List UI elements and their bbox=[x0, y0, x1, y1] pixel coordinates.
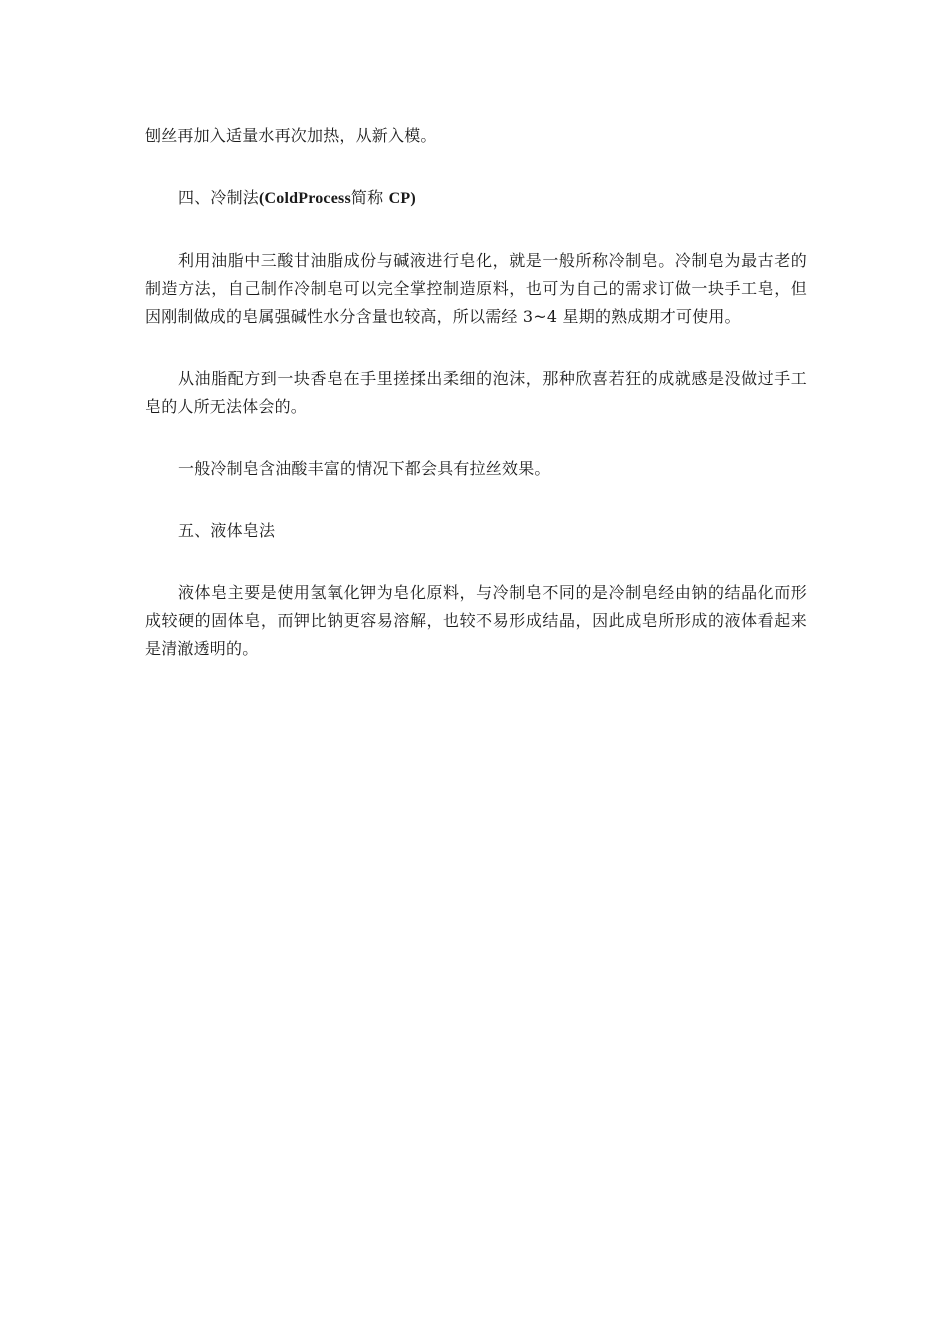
heading-cold-process-abbr-word: 简称 bbox=[350, 188, 384, 207]
paragraph-liquid-soap-description: 液体皂主要是使用氢氧化钾为皂化原料，与冷制皂不同的是冷制皂经由钠的结晶化而形成较硬的固体皂，而钾比钠更容易溶解，也较不易形成结晶，因此成皂所形成的液体看起来是清澈透明的。 bbox=[145, 583, 807, 658]
heading-cold-process-abbr: CP) bbox=[388, 190, 416, 207]
paragraph-continuation: 刨丝再加入适量水再次加热，从新入模。 bbox=[145, 126, 437, 145]
paragraph-cold-process-stringing: 一般冷制皂含油酸丰富的情况下都会具有拉丝效果。 bbox=[178, 459, 551, 478]
section-heading-liquid-soap: 五、液体皂法 bbox=[178, 521, 276, 540]
paragraph-cold-process-description: 利用油脂中三酸甘油脂成份与碱液进行皂化，就是一般所称冷制皂。冷制皂为最古老的制造方法，自己制作冷制皂可以完全掌控制造原料，也可为自己的需求订做一块手工皂，但因刚制做成的皂属强碱性水分含量也较高，所以需经 3~4 星期的熟成期才可使用。 bbox=[145, 251, 807, 326]
heading-cold-process-english: (ColdProcess bbox=[259, 190, 351, 207]
section-heading-cold-process bbox=[145, 184, 807, 213]
heading-cold-process-label: 四、冷制法 bbox=[178, 188, 260, 207]
document-body bbox=[145, 122, 807, 697]
paragraph-cold-process-experience: 从油脂配方到一块香皂在手里搓揉出柔细的泡沫，那种欣喜若狂的成就感是没做过手工皂的人所无法体会的。 bbox=[145, 369, 807, 416]
